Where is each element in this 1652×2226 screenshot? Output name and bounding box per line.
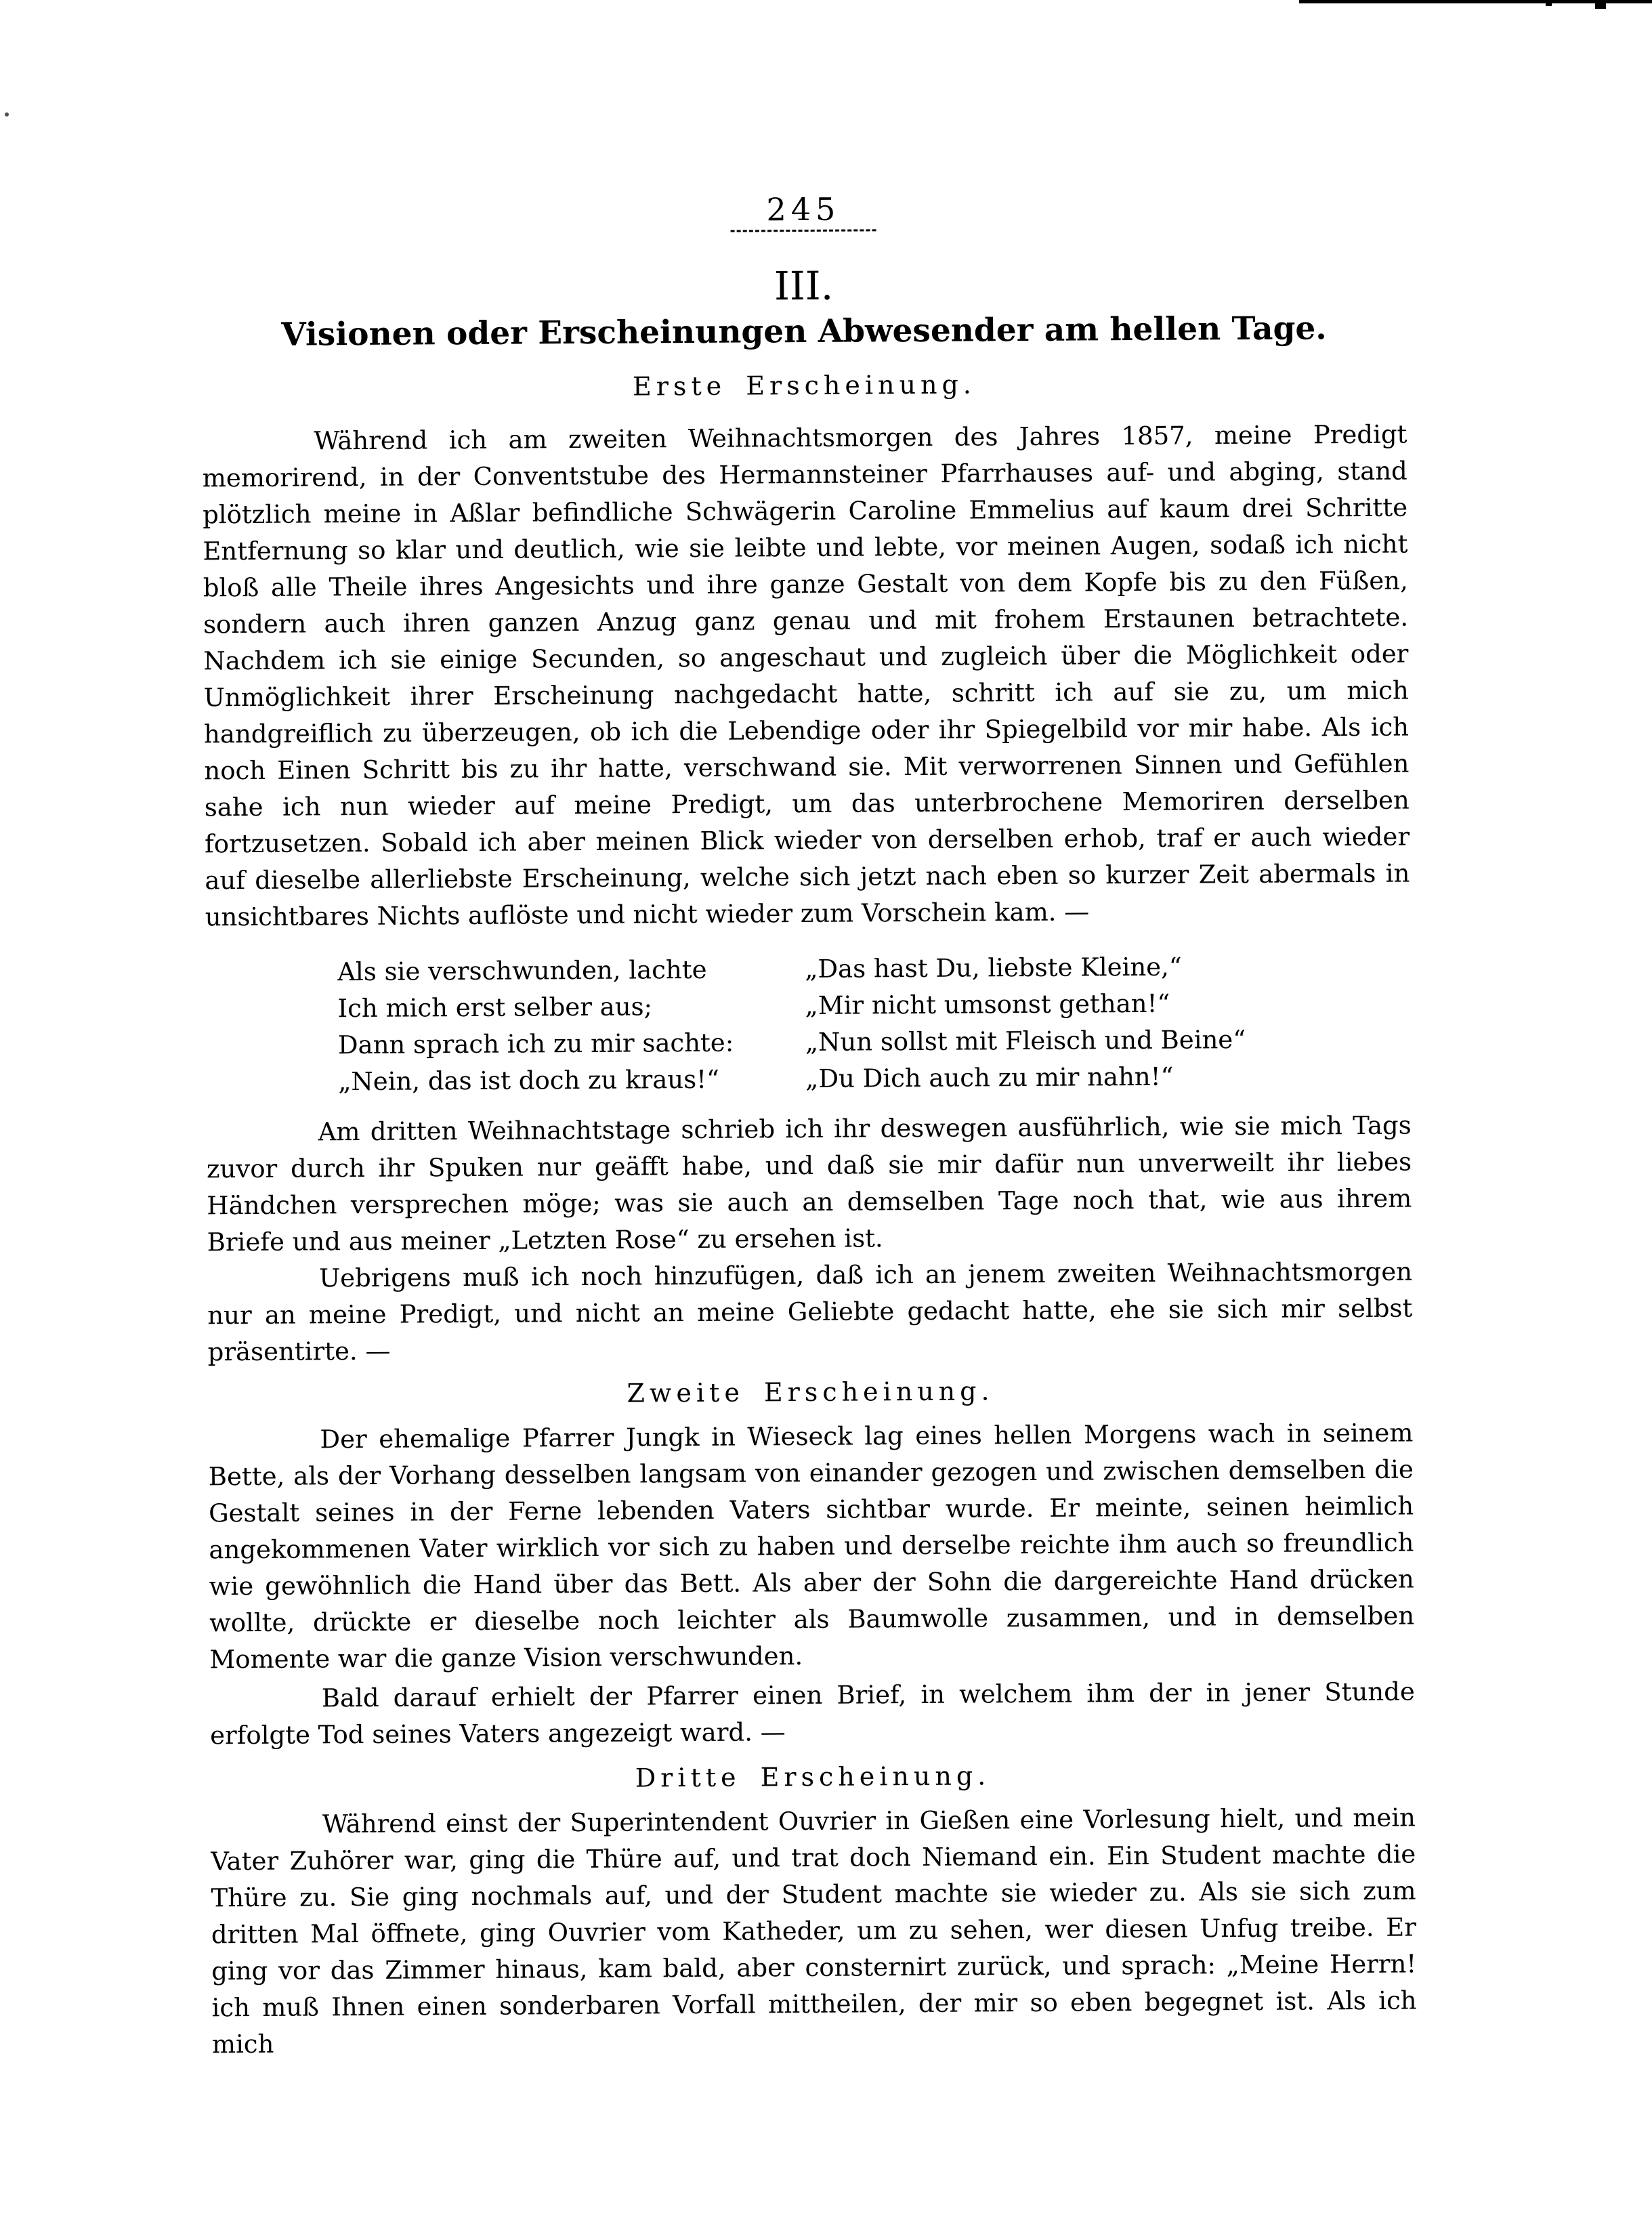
body-paragraph: Der ehemalige Pfarrer Jungk in Wieseck lag eines hellen Morgens wach in seinem Bette, als der Vorhang desselben langsam von einander gezogen und zwischen demselben die Gestalt seines in der Ferne lebenden Vaters sichtbar wurde. Er meinte, seinen heimlich angekommenen Vater wirklich vor sich zu haben und derselbe reichte ihm auch so freundlich wie gewöhnlich die Hand über das Bett. Als aber der Sohn die dargereichte Hand drücken wollte, drückte er dieselbe noch leichter als Baumwolle zusammen, und in demselben Momente war die ganze Vision verschwunden. xyxy=(208,1418,1415,1675)
scan-artifact-speck xyxy=(5,112,9,117)
page-number-rule xyxy=(731,229,876,232)
verse-column-left xyxy=(337,951,805,1100)
verse-line: „Nun sollst mit Fleisch und Beine“ xyxy=(805,1025,1246,1057)
verse-line: „Mir nicht umsonst gethan!“ xyxy=(805,988,1170,1021)
scan-artifact-tick xyxy=(1595,0,1606,9)
section-heading-dritte-erscheinung: Dritte Erscheinung. xyxy=(635,1761,991,1793)
chapter-numeral: III. xyxy=(774,262,834,310)
section-heading-erste-erscheinung: Erste Erscheinung. xyxy=(632,369,977,402)
verse-line: „Du Dich auch zu mir nahn!“ xyxy=(805,1062,1174,1094)
page-number: 245 xyxy=(766,190,841,228)
verse-line: Ich mich erst selber aus; xyxy=(337,992,653,1024)
section-heading-zweite-erscheinung: Zweite Erscheinung. xyxy=(627,1376,994,1408)
verse-line: Dann sprach ich zu mir sachte: xyxy=(337,1028,734,1060)
body-paragraph: Während ich am zweiten Weihnachtsmorgen des Jahres 1857, meine Predigt memorirend, in der Conventstube des Hermannsteiner Pfarrhauses auf- und abging, stand plötzlich meine in Aßlar befindliche Schwägerin Caroline Emmelius auf kaum drei Schritte Entfernung so klar und deutlich, wie sie leibte und lebte, vor meinen Augen, sodaß ich nicht bloß alle Theile ihres Angesichts und ihre ganze Gestalt von dem Kopfe bis zu den Füßen, sondern auch ihren ganzen Anzug ganz genau und mit frohem Erstaunen betrachtete. Nachdem ich sie einige Secunden, so angeschaut und zugleich über die Möglichkeit oder Unmöglichkeit ihrer Erscheinung nachgedacht hatte, schritt ich auf sie zu, um mich handgreiflich zu überzeugen, ob ich die Lebendige oder ihr Spiegelbild vor mir habe. Als ich noch Einen Schritt bis zu ihr hatte, verschwand sie. Mit verworrenen Sinnen und Gefühlen sahe ich nun wieder auf meine Predigt, um das unterbrochene Memoriren derselben fortzusetzen. Sobald ich aber meinen Blick wieder von derselben erhob, traf er auch wieder auf dieselbe allerliebste Erscheinung, welche sich jetzt nach eben so kurzer Zeit abermals in unsichtbares Nichts auflöste und nicht wieder zum Vorschein kam. — xyxy=(202,419,1410,932)
chapter-title: Visionen oder Erscheinungen Abwesender am hellen Tage. xyxy=(281,310,1327,354)
scan-artifact-tick xyxy=(1546,0,1552,6)
verse-block xyxy=(205,948,1411,1101)
verse-line: „Nein, das ist doch zu kraus!“ xyxy=(338,1064,720,1097)
body-paragraph: Am dritten Weihnachtstage schrieb ich ihr deswegen ausführlich, wie sie mich Tags zuvor durch ihr Spuken nur geäfft habe, und daß sie mir dafür nun unverweilt ihr liebes Händchen versprechen möge; was sie auch an demselben Tage noch that, wie aus ihrem Briefe und aus meiner „Letzten Rose“ zu ersehen ist. xyxy=(206,1110,1412,1257)
body-paragraph: Während einst der Superintendent Ouvrier in Gießen eine Vorlesung hielt, und mein Vater Zuhörer war, ging die Thüre auf, und trat doch Niemand ein. Ein Student machte die Thüre zu. Sie ging nochmals auf, und der Student machte sie wieder zu. Als sie sich zum dritten Mal öffnete, ging Ouvrier vom Katheder, um zu sehen, wer diesen Unfug treibe. Er ging vor das Zimmer hinaus, kam bald, aber consternirt zurück, und sprach: „Meine Herrn! ich muß Ihnen einen sonderbaren Vorfall mittheilen, der mir so eben begegnet ist. Als ich mich xyxy=(211,1803,1417,2059)
verse-column-right xyxy=(805,948,1388,1097)
printed-text-block xyxy=(200,0,1418,2063)
verse-line: „Das hast Du, liebste Kleine,“ xyxy=(805,952,1182,984)
body-paragraph: Bald darauf erhielt der Pfarrer einen Brief, in welchem ihm der in jener Stunde erfolgte Tod seines Vaters angezeigt ward. — xyxy=(210,1677,1415,1750)
body-paragraph: Uebrigens muß ich noch hinzufügen, daß ich an jenem zweiten Weihnachtsmorgen nur an meine Predigt, und nicht an meine Geliebte gedacht hatte, ehe sie sich mir selbst präsentirte. — xyxy=(207,1257,1413,1367)
verse-line: Als sie verschwunden, lachte xyxy=(337,954,707,987)
